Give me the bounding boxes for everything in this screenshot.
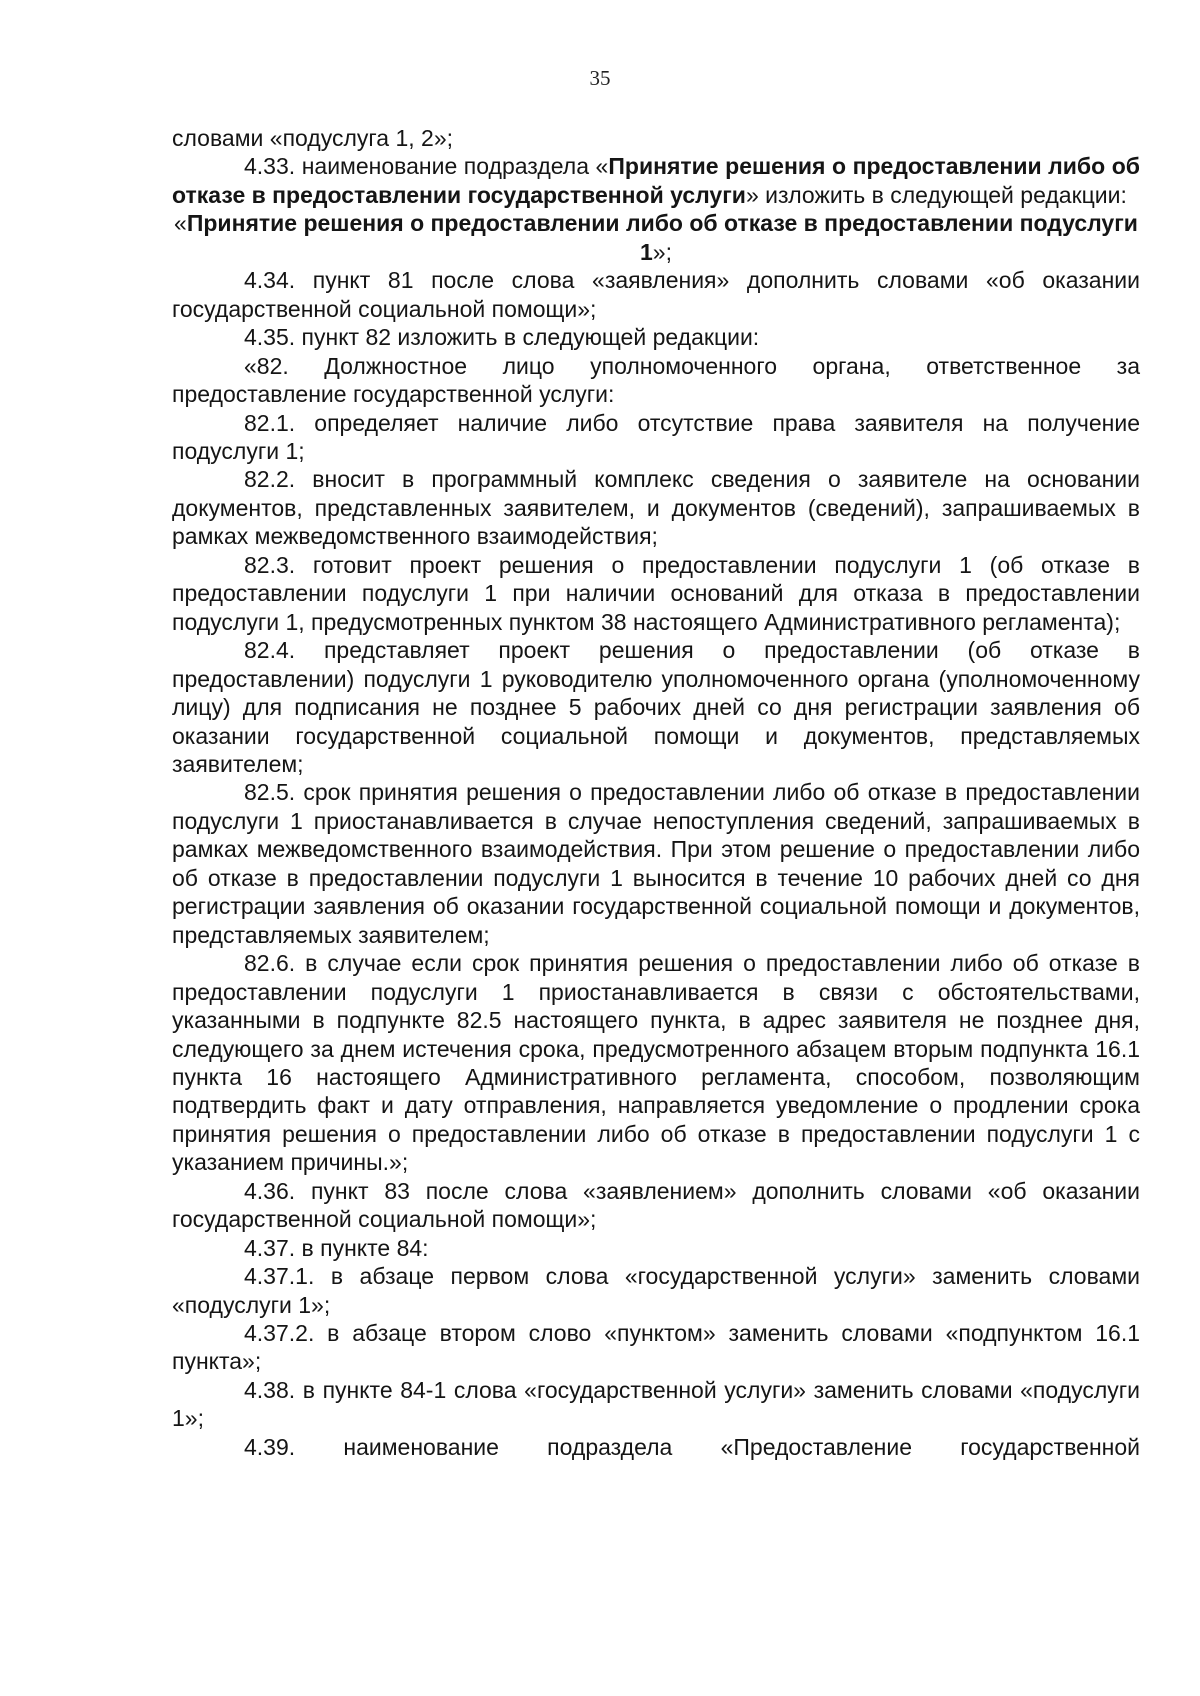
- text-run: »;: [652, 238, 672, 265]
- document-body: [172, 124, 1140, 1461]
- text-run: 4.35. пункт 82 изложить в следующей редакции:: [244, 324, 760, 351]
- item-82-6: [172, 949, 1140, 1177]
- text-run: 4.37. в пункте 84:: [244, 1234, 429, 1261]
- subsection-heading-quote: [172, 209, 1140, 266]
- item-82-5: [172, 778, 1140, 949]
- text-run: «82. Должностное лицо уполномоченного органа, ответственное за предоставление государственной услуги:: [172, 352, 1140, 408]
- text-run: 82.1. определяет наличие либо отсутствие права заявителя на получение подуслуги 1;: [172, 409, 1140, 464]
- text-run: 82.2. вносит в программный комплекс сведения о заявителе на основании документов, представленных заявителем, и документов (сведений), запрашиваемых в рамках межведомственного взаимодействия;: [172, 466, 1140, 550]
- text-run: 4.36. пункт 83 после слова «заявлением» дополнить словами «об оказании государственной социальной помощи»;: [172, 1177, 1140, 1233]
- text-run: 4.33. наименование подраздела «: [244, 153, 609, 180]
- item-82-2: [172, 465, 1140, 550]
- text-run: «: [174, 210, 187, 237]
- item-4-37-1: [172, 1262, 1140, 1319]
- item-4-37: [172, 1234, 1140, 1262]
- item-4-34: [172, 266, 1140, 323]
- page-number: 35: [589, 66, 611, 90]
- item-82-intro: [172, 352, 1140, 409]
- item-4-39: [172, 1433, 1140, 1461]
- text-run: словами «подуслуга 1, 2»;: [172, 125, 453, 151]
- text-run: » изложить в следующей редакции:: [745, 181, 1127, 208]
- item-4-33: [172, 152, 1140, 209]
- item-4-35: [172, 323, 1140, 351]
- paragraph-continuation: [172, 124, 1140, 152]
- text-run: 82.4. представляет проект решения о предоставлении (об отказе в предоставлении) подуслуги 1 руководителю уполномоченного органа (уполномоченному лицу) для подписания не позднее 5 рабочих дней со дня регистрации заявления об оказании государственной социальной помощи и документов, представляемых заявителем;: [172, 637, 1140, 777]
- text-run: 82.5. срок принятия решения о предоставлении либо об отказе в предоставлении подуслуги 1 приостанавливается в случае непоступления сведений, запрашиваемых в рамках межведомственного взаимодействия. При этом решение о предоставлении либо об отказе в предоставлении подуслуги 1 выносится в течение 10 рабочих дней со дня регистрации заявления об оказании государственной социальной помощи и документов, представляемых заявителем;: [172, 779, 1140, 948]
- item-4-38: [172, 1376, 1140, 1433]
- item-82-4: [172, 636, 1140, 778]
- bold-text-run: Принятие решения о предоставлении либо об отказе в предоставлении подуслуги 1: [186, 210, 1138, 265]
- item-82-3: [172, 551, 1140, 636]
- text-run: 4.39. наименование подраздела «Предоставление государственной: [244, 1433, 1140, 1460]
- text-run: 4.37.1. в абзаце первом слова «государственной услуги» заменить словами «подуслуги 1»;: [172, 1263, 1140, 1318]
- text-run: 4.37.2. в абзаце втором слово «пунктом» заменить словами «подпунктом 16.1 пункта»;: [172, 1320, 1140, 1375]
- text-run: 82.3. готовит проект решения о предоставлении подуслуги 1 (об отказе в предоставлении подуслуги 1 при наличии оснований для отказа в предоставлении подуслуги 1, предусмотренных пунктом 38 настоящего Административного регламента);: [172, 551, 1140, 635]
- bold-text-run: Принятие решения о предоставлении либо об отказе в предоставлении государственной услуги: [172, 153, 1140, 208]
- item-82-1: [172, 409, 1140, 466]
- item-4-36: [172, 1177, 1140, 1234]
- text-run: 4.38. в пункте 84-1 слова «государственной услуги» заменить словами «подуслуги 1»;: [172, 1376, 1140, 1432]
- text-run: 4.34. пункт 81 после слова «заявления» дополнить словами «об оказании государственной социальной помощи»;: [172, 267, 1140, 322]
- item-4-37-2: [172, 1319, 1140, 1376]
- text-run: 82.6. в случае если срок принятия решения о предоставлении либо об отказе в предоставлении подуслуги 1 приостанавливается в связи с обстоятельствами, указанными в подпункте 82.5 настоящего пункта, в адрес заявителя не позднее дня, следующего за днем истечения срока, предусмотренного абзацем вторым подпункта 16.1 пункта 16 настоящего Административного регламента, способом, позволяющим подтвердить факт и дату отправления, направляется уведомление о продлении срока принятия решения о предоставлении либо об отказе в предоставлении подуслуги 1 с указанием причины.»;: [172, 950, 1140, 1176]
